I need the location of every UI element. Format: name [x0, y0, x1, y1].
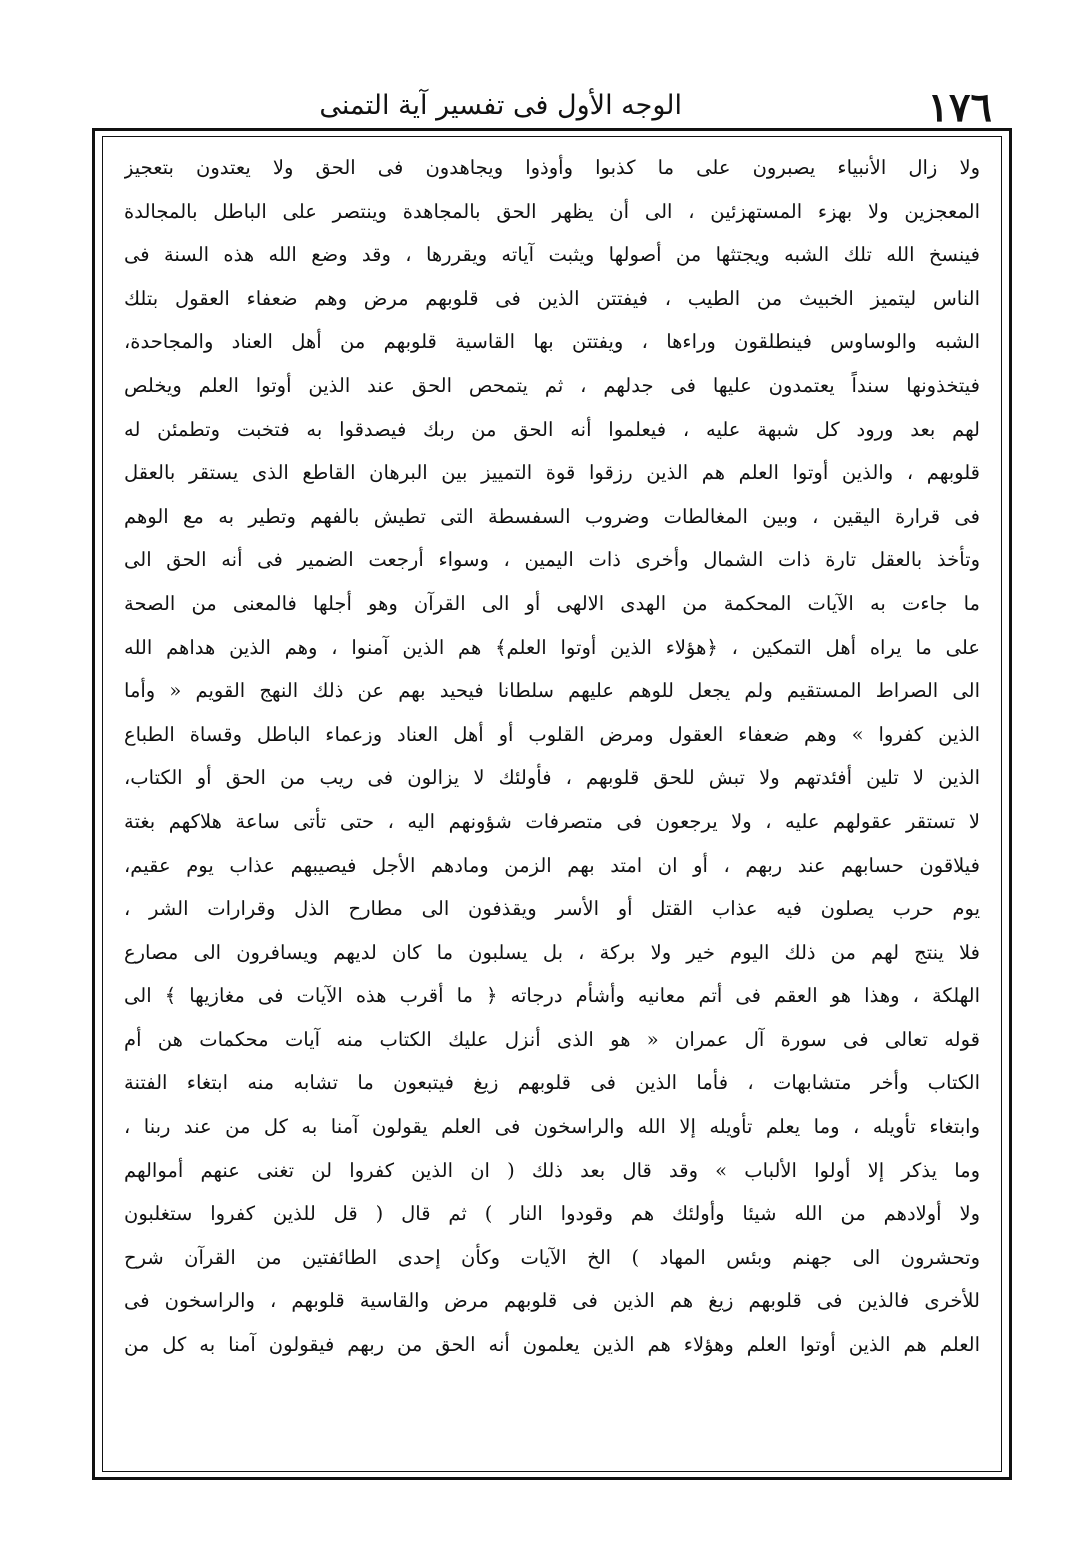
text-line: ولا أولادهم من الله شيئا وأولئك هم وقودوا النار ) ثم قال ( قل للذين كفروا ستغلبون	[124, 1202, 980, 1226]
text-line: لهم بعد ورود كل شبهة عليه ، فيعلموا أنه الحق من ربك فيصدقوا به فتخبت وتطمئن له	[124, 417, 980, 441]
text-line: المعجزين ولا بهزء المستهزئين ، الى أن يظهر الحق بالمجاهدة وينتصر على الباطل بالمجالدة	[124, 199, 980, 223]
text-line: فينسخ الله تلك الشبه ويجتثها من أصولها ويثبت آياته ويقررها ، وقد وضع الله هذه السنة فى	[124, 243, 980, 267]
running-title: الوجه الأول فى تفسير آية التمنى	[319, 90, 682, 121]
text-line: يوم حرب يصلون فيه عذاب القتل أو الأسر ويقذفون الى مطارح الذل وقرارات الشر ،	[124, 897, 980, 921]
text-line: الهلكة ، وهذا هو العقم فى أتم معانيه وأشأم درجاته ﴿ ما أقرب هذه الآيات فى مغازيها ﴾ الى	[124, 984, 980, 1008]
text-line: على ما يراه أهل التمكين ، ﴿هؤلاء الذين أوتوا العلم﴾ هم الذين آمنوا ، وهم الذين هداهم الله	[124, 635, 980, 659]
text-line: فيلاقون حسابهم عند ربهم ، أو ان امتد بهم الزمن ومادهم الأجل فيصيبهم عذاب يوم عقيم،	[124, 853, 980, 877]
text-line: فى قرارة اليقين ، وبين المغالطات وضروب السفسطة التى تطيش بالفهم وتطير به مع الوهم	[124, 504, 980, 528]
text-line: الناس ليتميز الخبيث من الطيب ، فيفتتن الذين فى قلوبهم مرض وهم ضعفاء العقول بتلك	[124, 286, 980, 310]
text-line: الذين لا تلين أفئدتهم ولا تبش للحق قلوبهم ، فأولئك لا يزالون فى ريب من الحق أو الكتاب،	[124, 766, 980, 790]
text-line: الشبه والوساوس فينطلقون وراءها ، ويفتتن بها القاسية قلوبهم من أهل العناد والمجاحدة،	[124, 330, 980, 354]
text-line: وتأخذ بالعقل تارة ذات الشمال وأخرى ذات اليمين ، وسواء أرجعت الضمير فى أنه الحق الى	[124, 548, 980, 572]
text-line: الذين كفروا » وهم ضعفاء العقول ومرض القلوب أو أهل العناد وزعماء الباطل وقساة الطباع	[124, 722, 980, 746]
text-line: الى الصراط المستقيم ولم يجعل للوهم عليهم سلطانا فيحيد بهم عن ذلك النهج القويم « وأما	[124, 679, 980, 703]
text-line: للأخرى فالذين فى قلوبهم زيغ هم الذين فى قلوبهم مرض والقاسية قلوبهم ، والراسخون فى	[124, 1289, 980, 1313]
text-line: قلوبهم ، والذين أوتوا العلم هم الذين رزقوا قوة التمييز بين البرهان القاطع الذى يستقر بالعقل	[124, 461, 980, 485]
body-text	[124, 146, 980, 1367]
text-line: وما يذكر إلا أولوا الألباب » وقد قال بعد ذلك ( ان الذين كفروا لن تغنى عنهم أموالهم	[124, 1158, 980, 1182]
text-line: فلا ينتج لهم من ذلك اليوم خير ولا بركة ، بل يسلبون ما كان لديهم ويسافرون الى مصارع	[124, 940, 980, 964]
text-line: وتحشرون الى جهنم وبئس المهاد ) الخ الآيات وكأن إحدى الطائفتين من القرآن شرح	[124, 1245, 980, 1269]
text-line: لا تستقر عقولهم عليه ، ولا يرجعون فى متصرفات شؤونهم اليه ، حتى تأتى ساعة هلاكهم بغتة	[124, 809, 980, 833]
page-header	[92, 84, 1012, 131]
text-line: الكتاب وأخر متشابهات ، فأما الذين فى قلوبهم زيغ فيتبعون ما تشابه منه ابتغاء الفتنة	[124, 1071, 980, 1095]
text-line: وابتغاء تأويله ، وما يعلم تأويله إلا الله والراسخون فى العلم يقولون آمنا به كل من عند ربنا ،	[124, 1115, 980, 1139]
text-line: فيتخذونها سنداً يعتمدون عليها فى جدلهم ، ثم يتمحص الحق عند الذين أوتوا العلم ويخلص	[124, 373, 980, 397]
page-number: ١٧٦	[927, 84, 992, 131]
text-line: العلم هم الذين أوتوا العلم وهؤلاء هم الذين يعلمون أنه الحق من ربهم فيقولون آمنا به كل من	[124, 1333, 980, 1357]
text-line: قوله تعالى فى سورة آل عمران « هو الذى أنزل عليك الكتاب منه آيات محكمات هن أم	[124, 1027, 980, 1051]
text-line: ما جاءت به الآيات المحكمة من الهدى الالهى أو الى القرآن وهو أجلها فالمعنى من الصحة	[124, 591, 980, 615]
text-line: ولا زال الأنبياء يصبرون على ما كذبوا وأوذوا ويجاهدون فى الحق ولا يعتدون بتعجيز	[124, 156, 980, 179]
